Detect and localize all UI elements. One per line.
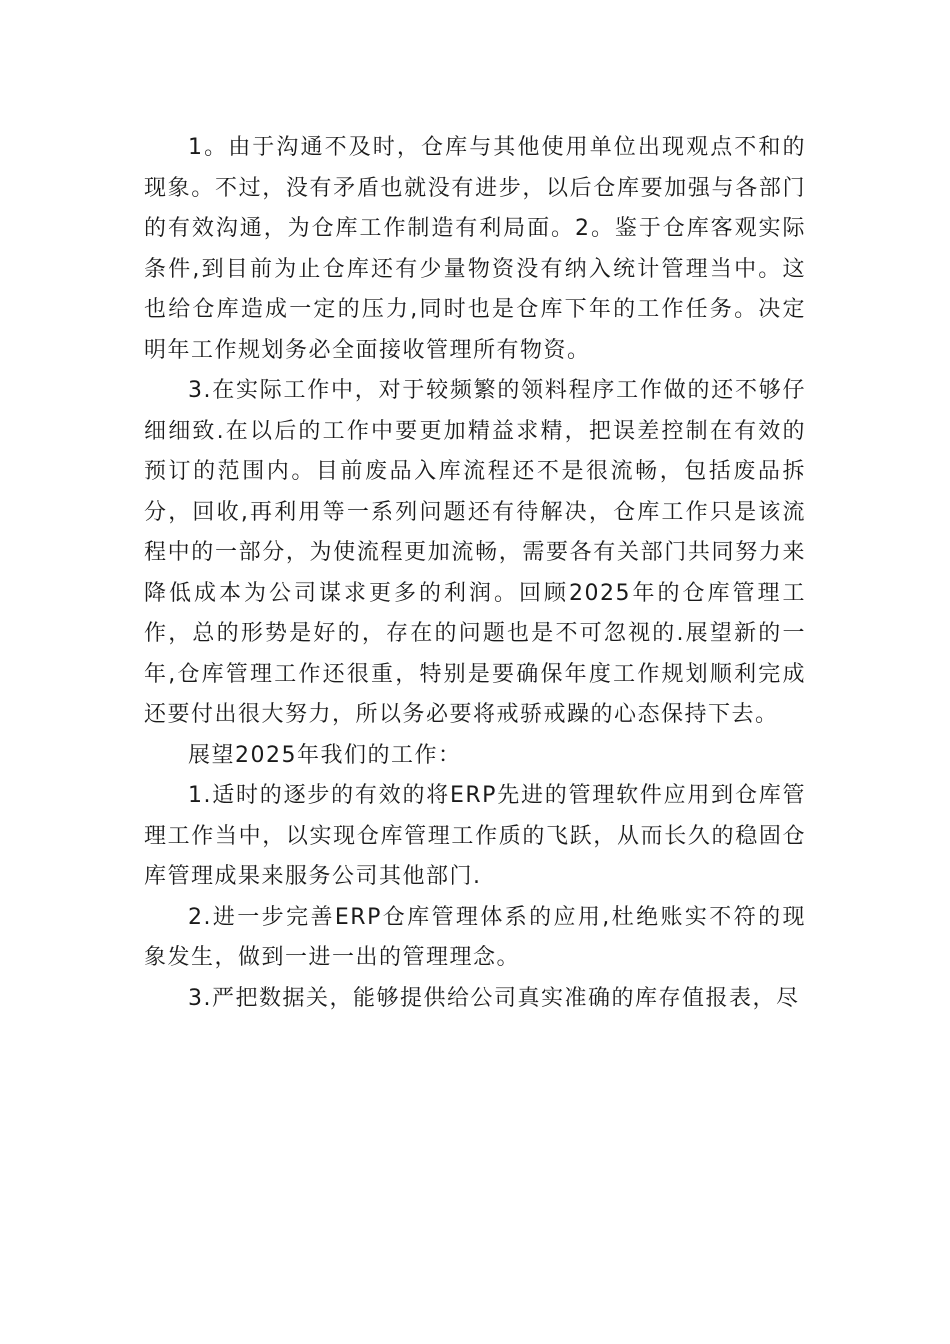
paragraph-plan-item-1: 1.适时的逐步的有效的将ERP先进的管理软件应用到仓库管理工作当中，以实现仓库管理工作质的飞跃，从而长久的稳固仓库管理成果来服务公司其他部门. [144,783,806,889]
paragraph-workflow-issues: 3.在实际工作中，对于较频繁的领料程序工作做的还不够仔细细致.在以后的工作中要更加精益求精，把误差控制在有效的预订的范围内。目前废品入库流程还不是很流畅，包括废品拆分，回收,再利用等一系列问题还有待解决，仓库工作只是该流程中的一部分，为使流程更加流畅，需要各有关部门共同努力来降低成本为公司谋求更多的利润。回顾2025年的仓库管理工作，总的形势是好的，存在的问题也是不可忽视的.展望新的一年,仓库管理工作还很重，特别是要确保年度工作规划顺利完成还要付出很大努力，所以务必要将戒骄戒躁的心态保持下去。 [144,378,806,727]
paragraph-outlook-heading: 展望2025年我们的工作： [188,742,462,768]
paragraph-communication-issues: 1。由于沟通不及时，仓库与其他使用单位出现观点不和的现象。不过，没有矛盾也就没有进步，以后仓库要加强与各部门的有效沟通，为仓库工作制造有利局面。2。鉴于仓库客观实际条件,到目前为止仓库还有少量物资没有纳入统计管理当中。这也给仓库造成一定的压力,同时也是仓库下年的工作任务。决定明年工作规划务必全面接收管理所有物资。 [144,135,806,363]
paragraph-plan-item-2: 2.进一步完善ERP仓库管理体系的应用,杜绝账实不符的现象发生，做到一进一出的管理理念。 [144,904,806,970]
paragraph-plan-item-3: 3.严把数据关，能够提供给公司真实准确的库存值报表，尽 [188,985,800,1011]
body-text [144,128,806,1019]
